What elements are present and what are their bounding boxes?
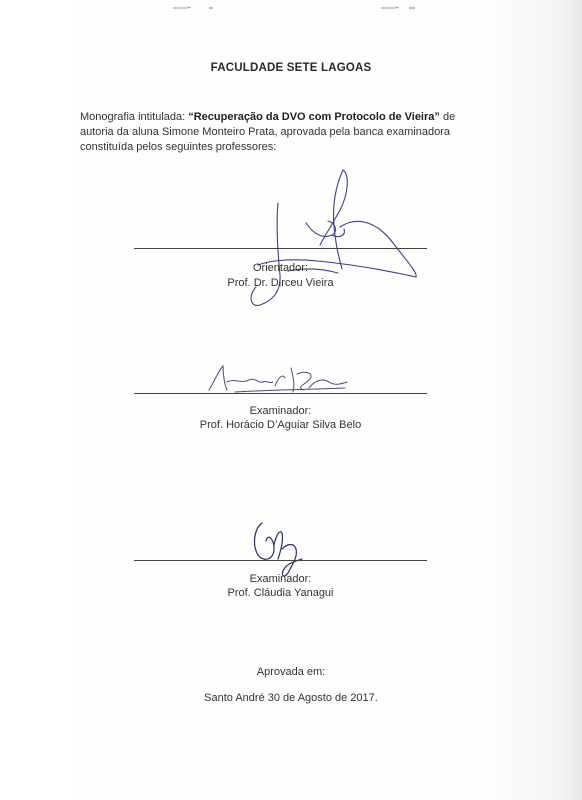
board-role-examinador-2: Examinador: <box>249 573 312 585</box>
signature-line-examinador-1 <box>134 393 427 394</box>
signature-orientador <box>228 165 428 315</box>
board-name-examinador-1: Prof. Horácio D’Aguiar Silva Belo <box>199 419 362 431</box>
scan-mark-right <box>380 6 400 10</box>
approval-statement <box>80 110 480 155</box>
signature-examinador-2 <box>244 515 314 580</box>
signature-line-examinador-2 <box>134 560 427 561</box>
place-and-date: Santo André 30 de Agosto de 2017. <box>204 692 378 704</box>
board-role-examinador-1: Examinador: <box>249 405 312 417</box>
scan-mark-mid <box>207 6 215 10</box>
statement-prefix: Monografia intitulada: <box>80 111 189 123</box>
statement-suffix: de autoria da aluna Simone Monteiro Prata, aprovada pela banca examinadora constituída pelos seguintes professores: <box>80 111 456 153</box>
board-name-examinador-2: Prof. Cláudia Yanagui <box>227 587 334 599</box>
monograph-title: “Recuperação da DVO com Protocolo de Vieira” <box>188 111 440 123</box>
approval-label: Aprovada em: <box>256 666 326 678</box>
signature-line-orientador <box>134 248 427 249</box>
board-role-orientador: Orientador: <box>252 262 309 274</box>
board-name-orientador: Prof. Dr. Dirceu Vieira <box>227 277 334 289</box>
scan-mark-right-2 <box>407 6 417 10</box>
institution-title: FACULDADE SETE LAGOAS <box>210 62 372 74</box>
scan-mark-left <box>172 6 192 10</box>
signature-examinador-1 <box>205 360 350 400</box>
